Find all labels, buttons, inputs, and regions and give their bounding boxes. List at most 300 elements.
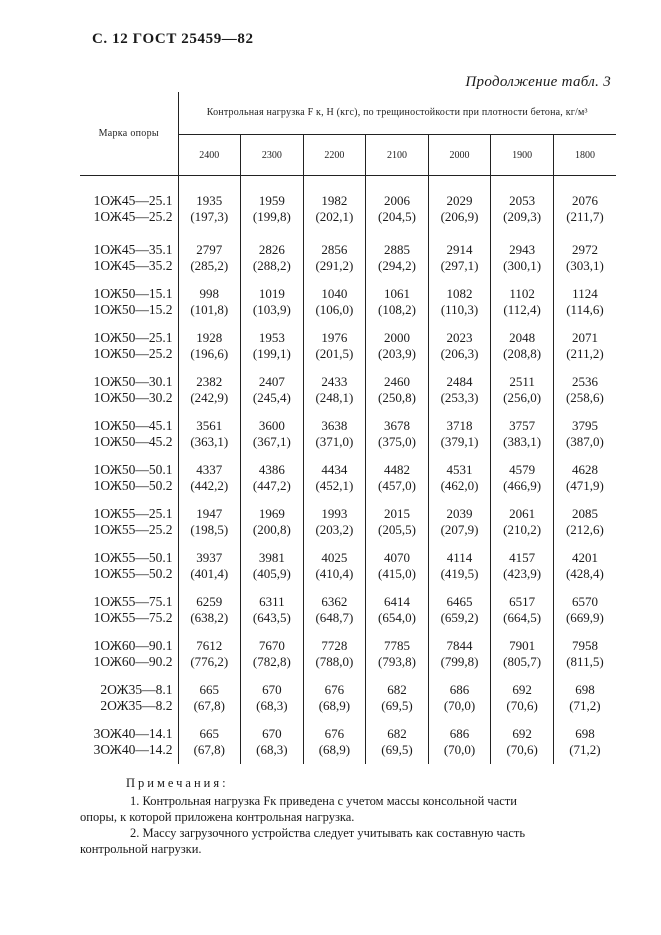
value-newtons: 3757 bbox=[509, 418, 536, 433]
value-newtons: 1969 bbox=[258, 506, 285, 521]
density-header: 1800 bbox=[553, 135, 616, 176]
value-kgf: (248,1) bbox=[315, 390, 354, 405]
notes-title: Примечания: bbox=[126, 776, 229, 790]
value-newtons: 2943 bbox=[509, 242, 536, 257]
load-table bbox=[80, 92, 616, 764]
mark-label: 1ОЖ55—75.2 bbox=[93, 610, 173, 625]
value-cell bbox=[366, 632, 429, 676]
value-kgf: (70,0) bbox=[443, 742, 476, 757]
value-newtons: 3638 bbox=[321, 418, 348, 433]
value-kgf: (70,0) bbox=[443, 698, 476, 713]
value-newtons: 3600 bbox=[258, 418, 285, 433]
value-newtons: 698 bbox=[575, 726, 595, 741]
value-kgf: (67,8) bbox=[193, 698, 225, 713]
mark-label: 2ОЖ35—8.2 bbox=[100, 698, 173, 713]
value-kgf: (203,2) bbox=[315, 522, 354, 537]
mark-label: 1ОЖ50—45.1 bbox=[93, 418, 173, 433]
value-cell bbox=[178, 280, 241, 324]
value-cell bbox=[303, 588, 366, 632]
value-newtons: 2076 bbox=[571, 193, 598, 208]
value-kgf: (67,8) bbox=[193, 742, 225, 757]
value-kgf: (466,9) bbox=[503, 478, 542, 493]
value-newtons: 692 bbox=[512, 682, 532, 697]
value-kgf: (69,5) bbox=[381, 698, 413, 713]
value-newtons: 6311 bbox=[259, 594, 285, 609]
value-newtons: 1982 bbox=[321, 193, 348, 208]
value-newtons: 3678 bbox=[383, 418, 410, 433]
note-2-line-1: 2. Массу загрузочного устройства следует учитывать как составную часть bbox=[130, 826, 526, 840]
value-kgf: (638,2) bbox=[190, 610, 229, 625]
mark-cell bbox=[80, 236, 178, 280]
value-newtons: 3981 bbox=[258, 550, 285, 565]
value-kgf: (659,2) bbox=[440, 610, 479, 625]
value-newtons: 2000 bbox=[383, 330, 410, 345]
value-newtons: 1959 bbox=[258, 193, 285, 208]
value-newtons: 4482 bbox=[383, 462, 410, 477]
mark-label: 1ОЖ50—15.1 bbox=[93, 286, 173, 301]
value-newtons: 2460 bbox=[383, 374, 410, 389]
value-kgf: (452,1) bbox=[315, 478, 354, 493]
value-newtons: 3795 bbox=[571, 418, 598, 433]
value-kgf: (415,0) bbox=[378, 566, 416, 581]
value-kgf: (110,3) bbox=[440, 302, 479, 317]
value-kgf: (71,2) bbox=[569, 742, 601, 757]
value-newtons: 1061 bbox=[383, 286, 410, 301]
value-kgf: (69,5) bbox=[381, 742, 413, 757]
value-newtons: 4201 bbox=[571, 550, 598, 565]
value-cell bbox=[553, 368, 616, 412]
value-newtons: 698 bbox=[575, 682, 595, 697]
value-cell bbox=[553, 588, 616, 632]
table-row bbox=[80, 500, 616, 544]
value-cell bbox=[491, 456, 554, 500]
value-kgf: (387,0) bbox=[565, 434, 604, 449]
value-cell bbox=[428, 544, 491, 588]
value-kgf: (114,6) bbox=[566, 302, 604, 317]
density-header: 2300 bbox=[241, 135, 304, 176]
value-kgf: (776,2) bbox=[190, 654, 229, 669]
value-cell bbox=[491, 176, 554, 237]
value-newtons: 1040 bbox=[321, 286, 348, 301]
value-cell bbox=[303, 176, 366, 237]
value-newtons: 7958 bbox=[571, 638, 598, 653]
value-newtons: 6362 bbox=[321, 594, 348, 609]
mark-label: 2ОЖ35—8.1 bbox=[100, 682, 173, 697]
value-kgf: (68,9) bbox=[318, 742, 351, 757]
table-row bbox=[80, 324, 616, 368]
value-cell bbox=[491, 324, 554, 368]
mark-label: 1ОЖ50—30.2 bbox=[93, 390, 173, 405]
table-row bbox=[80, 632, 616, 676]
mark-label: 1ОЖ50—30.1 bbox=[93, 374, 173, 389]
value-newtons: 4025 bbox=[321, 550, 348, 565]
mark-label: 1ОЖ60—90.1 bbox=[93, 638, 173, 653]
value-cell bbox=[303, 676, 366, 720]
value-newtons: 1976 bbox=[321, 330, 348, 345]
value-kgf: (375,0) bbox=[378, 434, 416, 449]
value-kgf: (367,1) bbox=[252, 434, 291, 449]
value-cell bbox=[303, 456, 366, 500]
mark-label: 1ОЖ55—25.1 bbox=[93, 506, 173, 521]
value-kgf: (199,1) bbox=[252, 346, 291, 361]
density-header: 2100 bbox=[366, 135, 429, 176]
value-newtons: 2484 bbox=[446, 374, 473, 389]
value-kgf: (208,8) bbox=[503, 346, 542, 361]
value-newtons: 1082 bbox=[446, 286, 473, 301]
value-newtons: 2972 bbox=[571, 242, 598, 257]
value-cell bbox=[303, 632, 366, 676]
value-cell bbox=[303, 368, 366, 412]
value-newtons: 665 bbox=[199, 726, 220, 741]
value-cell bbox=[428, 176, 491, 237]
value-kgf: (250,8) bbox=[378, 390, 416, 405]
value-kgf: (371,0) bbox=[315, 434, 354, 449]
value-newtons: 7901 bbox=[509, 638, 536, 653]
value-newtons: 2433 bbox=[321, 374, 348, 389]
mark-label: 1ОЖ60—90.2 bbox=[93, 654, 173, 669]
mark-cell bbox=[80, 456, 178, 500]
value-cell bbox=[178, 456, 241, 500]
value-cell bbox=[241, 456, 304, 500]
value-cell bbox=[241, 720, 304, 764]
value-cell bbox=[428, 412, 491, 456]
value-kgf: (205,5) bbox=[378, 522, 416, 537]
mark-cell bbox=[80, 544, 178, 588]
value-kgf: (300,1) bbox=[503, 258, 542, 273]
value-newtons: 2407 bbox=[258, 374, 285, 389]
value-kgf: (782,8) bbox=[252, 654, 291, 669]
value-cell bbox=[366, 236, 429, 280]
table-row bbox=[80, 236, 616, 280]
value-kgf: (648,7) bbox=[315, 610, 354, 625]
value-cell bbox=[553, 456, 616, 500]
value-cell bbox=[491, 588, 554, 632]
value-kgf: (811,5) bbox=[566, 654, 604, 669]
value-cell bbox=[491, 412, 554, 456]
value-newtons: 2826 bbox=[258, 242, 285, 257]
density-header: 2000 bbox=[428, 135, 491, 176]
value-newtons: 3561 bbox=[196, 418, 223, 433]
value-cell bbox=[303, 236, 366, 280]
value-cell bbox=[553, 632, 616, 676]
value-newtons: 2061 bbox=[509, 506, 536, 521]
mark-label: 1ОЖ50—50.2 bbox=[93, 478, 173, 493]
value-newtons: 2039 bbox=[446, 506, 473, 521]
value-kgf: (70,6) bbox=[506, 742, 538, 757]
table-row bbox=[80, 412, 616, 456]
value-cell bbox=[553, 176, 616, 237]
value-kgf: (294,2) bbox=[378, 258, 416, 273]
value-kgf: (288,2) bbox=[252, 258, 291, 273]
value-cell bbox=[553, 720, 616, 764]
value-kgf: (201,5) bbox=[315, 346, 354, 361]
mark-cell bbox=[80, 280, 178, 324]
table-row bbox=[80, 176, 616, 237]
mark-label: 1ОЖ50—15.2 bbox=[93, 302, 173, 317]
value-cell bbox=[178, 368, 241, 412]
value-cell bbox=[241, 544, 304, 588]
value-cell bbox=[241, 368, 304, 412]
mark-label: 1ОЖ45—25.1 bbox=[93, 193, 173, 208]
value-kgf: (457,0) bbox=[378, 478, 416, 493]
value-cell bbox=[178, 632, 241, 676]
value-cell bbox=[366, 412, 429, 456]
value-kgf: (401,4) bbox=[190, 566, 229, 581]
value-cell bbox=[491, 236, 554, 280]
value-newtons: 7728 bbox=[321, 638, 348, 653]
table-row bbox=[80, 544, 616, 588]
value-cell bbox=[491, 632, 554, 676]
value-cell bbox=[491, 280, 554, 324]
value-kgf: (68,9) bbox=[318, 698, 351, 713]
table-row bbox=[80, 368, 616, 412]
table-body bbox=[80, 176, 616, 765]
value-newtons: 4386 bbox=[258, 462, 285, 477]
table-row bbox=[80, 456, 616, 500]
value-cell bbox=[366, 544, 429, 588]
value-newtons: 1102 bbox=[509, 286, 535, 301]
value-newtons: 6570 bbox=[571, 594, 598, 609]
value-cell bbox=[303, 500, 366, 544]
value-cell bbox=[428, 236, 491, 280]
value-cell bbox=[178, 720, 241, 764]
value-newtons: 7785 bbox=[383, 638, 410, 653]
value-cell bbox=[366, 676, 429, 720]
value-cell bbox=[241, 676, 304, 720]
value-cell bbox=[178, 500, 241, 544]
value-newtons: 2023 bbox=[446, 330, 473, 345]
value-kgf: (405,9) bbox=[252, 566, 291, 581]
value-kgf: (211,7) bbox=[566, 209, 604, 224]
value-newtons: 7844 bbox=[446, 638, 473, 653]
value-newtons: 1019 bbox=[258, 286, 285, 301]
value-newtons: 6517 bbox=[509, 594, 536, 609]
value-newtons: 1124 bbox=[572, 286, 598, 301]
value-newtons: 1928 bbox=[196, 330, 223, 345]
value-kgf: (291,2) bbox=[315, 258, 354, 273]
value-cell bbox=[366, 720, 429, 764]
value-cell bbox=[241, 176, 304, 237]
mark-label: 1ОЖ50—45.2 bbox=[93, 434, 173, 449]
mark-label: 1ОЖ45—35.1 bbox=[93, 242, 173, 257]
value-cell bbox=[303, 324, 366, 368]
table-row bbox=[80, 588, 616, 632]
value-kgf: (212,6) bbox=[565, 522, 604, 537]
value-cell bbox=[428, 500, 491, 544]
value-newtons: 4114 bbox=[446, 550, 473, 565]
density-header: 2200 bbox=[303, 135, 366, 176]
mark-cell bbox=[80, 632, 178, 676]
value-cell bbox=[178, 676, 241, 720]
value-kgf: (258,6) bbox=[565, 390, 604, 405]
value-cell bbox=[241, 500, 304, 544]
value-newtons: 4628 bbox=[571, 462, 598, 477]
value-kgf: (428,4) bbox=[565, 566, 604, 581]
load-header: Контрольная нагрузка F к, Н (кгс), по трещиностойкости при плотности бетона, кг/м³ bbox=[178, 92, 616, 135]
density-header: 1900 bbox=[491, 135, 554, 176]
mark-label: 1ОЖ55—25.2 bbox=[93, 522, 173, 537]
value-newtons: 4070 bbox=[383, 550, 410, 565]
value-kgf: (253,3) bbox=[440, 390, 479, 405]
value-cell bbox=[491, 676, 554, 720]
mark-label: 3ОЖ40—14.2 bbox=[93, 742, 173, 757]
value-newtons: 682 bbox=[387, 726, 407, 741]
value-cell bbox=[178, 324, 241, 368]
value-cell bbox=[303, 544, 366, 588]
value-kgf: (108,2) bbox=[378, 302, 416, 317]
value-cell bbox=[366, 176, 429, 237]
value-cell bbox=[366, 280, 429, 324]
value-kgf: (419,5) bbox=[440, 566, 479, 581]
value-cell bbox=[366, 368, 429, 412]
value-cell bbox=[553, 324, 616, 368]
value-kgf: (71,2) bbox=[569, 698, 601, 713]
value-cell bbox=[428, 280, 491, 324]
value-newtons: 6414 bbox=[383, 594, 410, 609]
value-cell bbox=[491, 544, 554, 588]
value-cell bbox=[553, 280, 616, 324]
value-kgf: (196,6) bbox=[190, 346, 229, 361]
value-cell bbox=[553, 544, 616, 588]
value-newtons: 686 bbox=[449, 682, 470, 697]
value-newtons: 6465 bbox=[446, 594, 473, 609]
value-newtons: 2085 bbox=[571, 506, 598, 521]
note-2-line-2: контрольной нагрузки. bbox=[80, 842, 202, 856]
value-newtons: 2885 bbox=[383, 242, 410, 257]
value-newtons: 1953 bbox=[258, 330, 285, 345]
mark-cell bbox=[80, 720, 178, 764]
mark-cell bbox=[80, 324, 178, 368]
value-kgf: (101,8) bbox=[190, 302, 229, 317]
value-newtons: 676 bbox=[324, 726, 345, 741]
value-kgf: (410,4) bbox=[315, 566, 354, 581]
value-cell bbox=[178, 412, 241, 456]
value-kgf: (198,5) bbox=[190, 522, 229, 537]
value-cell bbox=[428, 632, 491, 676]
value-kgf: (206,3) bbox=[440, 346, 479, 361]
mark-label: 3ОЖ40—14.1 bbox=[93, 726, 173, 741]
table-row bbox=[80, 676, 616, 720]
value-newtons: 2511 bbox=[509, 374, 535, 389]
value-newtons: 2797 bbox=[196, 242, 223, 257]
value-kgf: (210,2) bbox=[503, 522, 542, 537]
value-cell bbox=[553, 412, 616, 456]
mark-label: 1ОЖ50—50.1 bbox=[93, 462, 173, 477]
value-kgf: (199,8) bbox=[252, 209, 291, 224]
mark-cell bbox=[80, 368, 178, 412]
value-kgf: (379,1) bbox=[440, 434, 479, 449]
value-kgf: (68,3) bbox=[256, 698, 288, 713]
value-kgf: (211,2) bbox=[566, 346, 604, 361]
value-kgf: (207,9) bbox=[440, 522, 479, 537]
value-kgf: (206,9) bbox=[440, 209, 479, 224]
mark-cell bbox=[80, 412, 178, 456]
value-kgf: (664,5) bbox=[503, 610, 542, 625]
value-cell bbox=[241, 632, 304, 676]
value-newtons: 1993 bbox=[321, 506, 348, 521]
value-cell bbox=[241, 588, 304, 632]
value-kgf: (654,0) bbox=[378, 610, 416, 625]
value-kgf: (245,4) bbox=[252, 390, 291, 405]
value-kgf: (447,2) bbox=[252, 478, 291, 493]
value-cell bbox=[491, 368, 554, 412]
value-newtons: 2382 bbox=[196, 374, 223, 389]
value-newtons: 2029 bbox=[446, 193, 473, 208]
value-newtons: 3718 bbox=[446, 418, 473, 433]
value-newtons: 682 bbox=[387, 682, 407, 697]
value-cell bbox=[303, 412, 366, 456]
value-kgf: (442,2) bbox=[190, 478, 229, 493]
notes bbox=[80, 775, 620, 857]
value-kgf: (68,3) bbox=[256, 742, 288, 757]
mark-cell bbox=[80, 500, 178, 544]
value-newtons: 670 bbox=[262, 682, 282, 697]
value-newtons: 2015 bbox=[383, 506, 410, 521]
value-newtons: 1947 bbox=[196, 506, 223, 521]
density-header: 2400 bbox=[178, 135, 241, 176]
value-cell bbox=[366, 588, 429, 632]
value-newtons: 692 bbox=[512, 726, 532, 741]
value-newtons: 4434 bbox=[321, 462, 348, 477]
value-newtons: 670 bbox=[262, 726, 282, 741]
value-kgf: (285,2) bbox=[190, 258, 229, 273]
value-kgf: (471,9) bbox=[565, 478, 604, 493]
value-cell bbox=[366, 500, 429, 544]
value-cell bbox=[553, 500, 616, 544]
mark-label: 1ОЖ55—50.1 bbox=[93, 550, 173, 565]
value-cell bbox=[553, 676, 616, 720]
table-row bbox=[80, 720, 616, 764]
value-kgf: (256,0) bbox=[503, 390, 542, 405]
value-newtons: 3937 bbox=[196, 550, 223, 565]
page-header: С. 12 ГОСТ 25459—82 bbox=[92, 31, 254, 47]
value-cell bbox=[428, 324, 491, 368]
value-newtons: 2048 bbox=[509, 330, 536, 345]
value-cell bbox=[241, 236, 304, 280]
mark-label: 1ОЖ55—75.1 bbox=[93, 594, 173, 609]
value-kgf: (383,1) bbox=[503, 434, 542, 449]
value-kgf: (202,1) bbox=[315, 209, 354, 224]
table-row bbox=[80, 280, 616, 324]
table-caption: Продолжение табл. 3 bbox=[465, 74, 611, 90]
value-newtons: 2006 bbox=[383, 193, 410, 208]
value-newtons: 1935 bbox=[196, 193, 223, 208]
mark-column-header: Марка опоры bbox=[80, 92, 178, 176]
value-newtons: 6259 bbox=[196, 594, 223, 609]
value-kgf: (106,0) bbox=[315, 302, 354, 317]
value-kgf: (209,3) bbox=[503, 209, 542, 224]
value-kgf: (303,1) bbox=[565, 258, 604, 273]
value-cell bbox=[428, 720, 491, 764]
value-newtons: 4157 bbox=[509, 550, 536, 565]
value-kgf: (669,9) bbox=[565, 610, 604, 625]
value-newtons: 998 bbox=[199, 286, 220, 301]
value-kgf: (423,9) bbox=[503, 566, 542, 581]
value-kgf: (788,0) bbox=[315, 654, 354, 669]
mark-label: 1ОЖ50—25.2 bbox=[93, 346, 173, 361]
value-kgf: (799,8) bbox=[440, 654, 479, 669]
value-newtons: 686 bbox=[449, 726, 470, 741]
value-kgf: (363,1) bbox=[190, 434, 229, 449]
value-newtons: 4531 bbox=[446, 462, 473, 477]
value-cell bbox=[178, 588, 241, 632]
value-cell bbox=[428, 676, 491, 720]
value-cell bbox=[553, 236, 616, 280]
value-cell bbox=[491, 720, 554, 764]
value-newtons: 2536 bbox=[571, 374, 598, 389]
value-kgf: (297,1) bbox=[440, 258, 479, 273]
value-cell bbox=[303, 720, 366, 764]
